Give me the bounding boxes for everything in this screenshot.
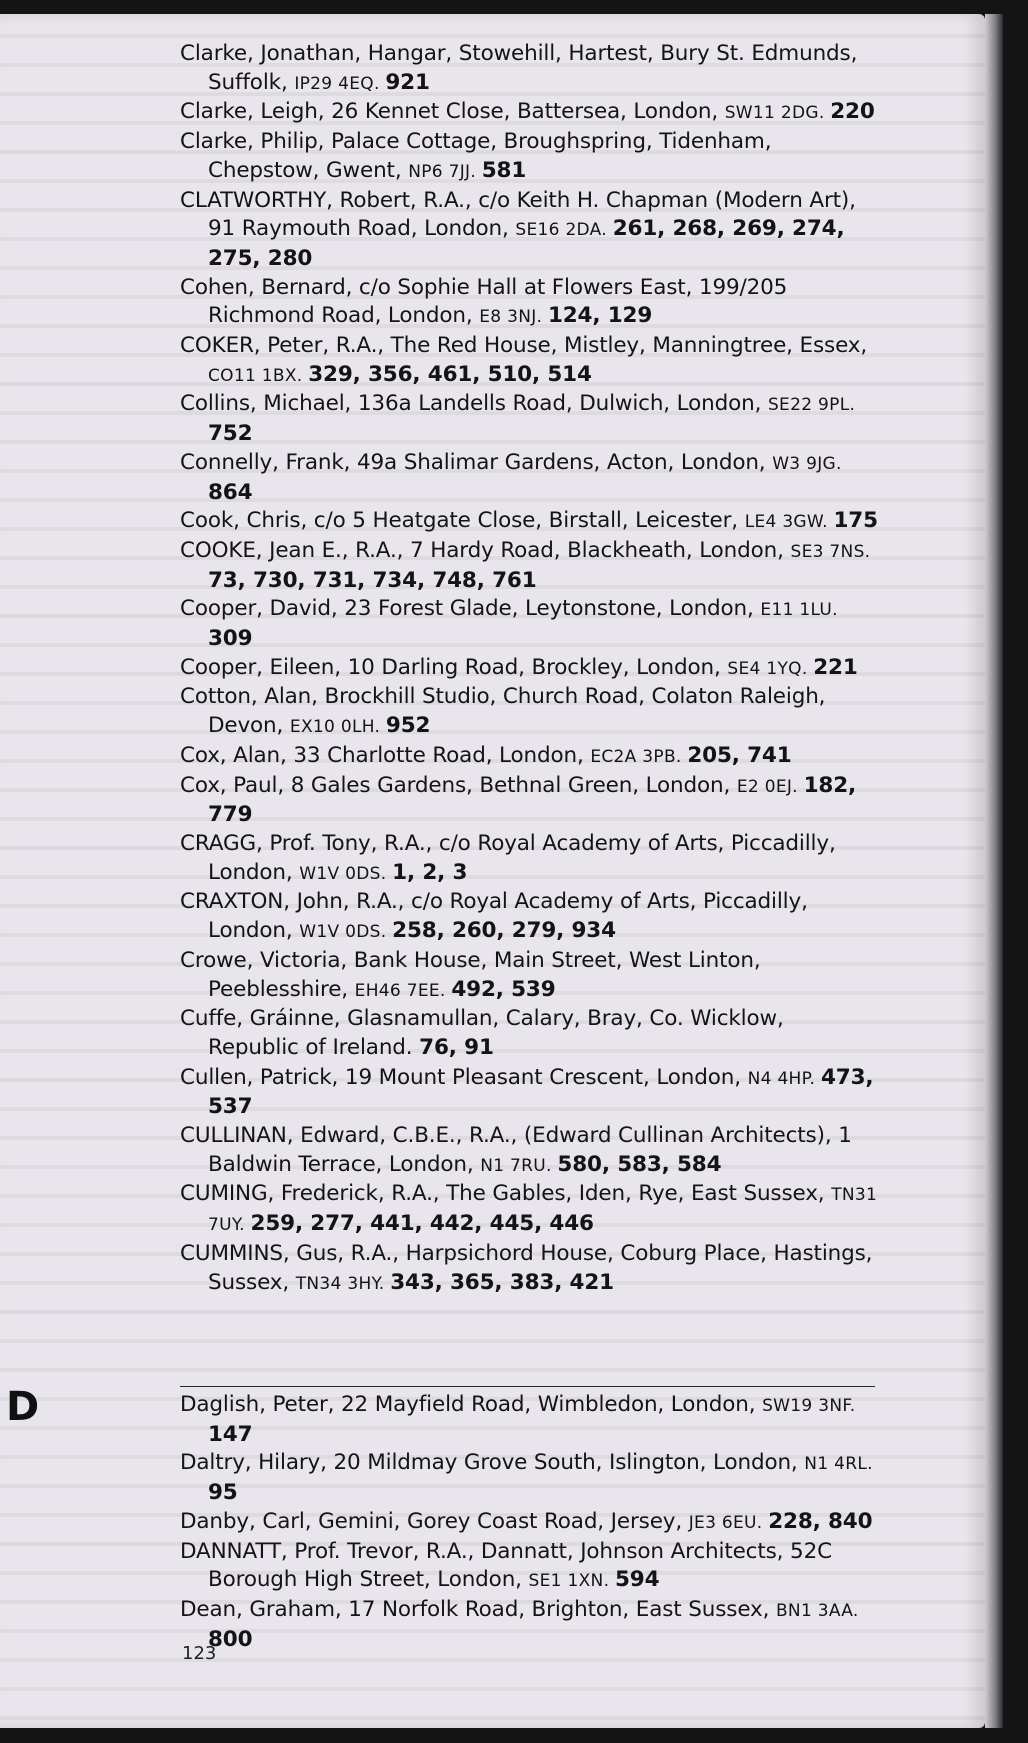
- entry-postcode: TN31 7UY.: [208, 1185, 878, 1236]
- entry-text: Cox, Alan, 33 Charlotte Road, London,: [180, 742, 591, 768]
- entry-catalogue-numbers: 473, 537: [208, 1064, 874, 1120]
- section-divider: [180, 1386, 875, 1387]
- index-entry: [180, 274, 880, 332]
- entry-postcode: NP6 7JJ.: [408, 161, 482, 182]
- entry-postcode: BN1 3AA.: [775, 1600, 859, 1621]
- entry-catalogue-numbers: 261, 268, 269, 274, 275, 280: [208, 216, 845, 271]
- index-entry: [180, 128, 880, 186]
- entry-postcode: N4 4HP.: [747, 1068, 821, 1089]
- entry-catalogue-numbers: 800: [208, 1626, 253, 1652]
- index-entry: [180, 449, 880, 507]
- entry-text: Clarke, Jonathan, Hangar, Stowehill, Hartest, Bury St. Edmunds, Suffolk,: [180, 41, 858, 95]
- entry-catalogue-numbers: 259, 277, 441, 442, 445, 446: [250, 1211, 594, 1237]
- entry-postcode: SE22 9PL.: [767, 395, 856, 416]
- index-entry: [180, 1596, 880, 1654]
- entry-postcode: W1V 0DS.: [299, 863, 393, 884]
- entry-postcode: E8 3NJ.: [479, 307, 548, 328]
- entry-text: Cuffe, Gráinne, Glasnamullan, Calary, Bray, Co. Wicklow, Republic of Ireland.: [180, 1006, 784, 1060]
- entry-text: Dean, Graham, 17 Norfolk Road, Brighton, East Sussex,: [180, 1596, 776, 1622]
- index-entry: [180, 595, 880, 653]
- entry-catalogue-numbers: 147: [208, 1421, 253, 1447]
- entry-postcode: SE1 1XN.: [528, 1571, 615, 1592]
- index-entry: [180, 830, 880, 888]
- entry-catalogue-numbers: 182, 779: [208, 772, 857, 828]
- index-entry: [180, 1508, 880, 1538]
- entry-text: Cullen, Patrick, 19 Mount Pleasant Crescent, London,: [180, 1064, 748, 1090]
- entry-catalogue-numbers: 343, 365, 383, 421: [390, 1269, 614, 1295]
- entry-text: CRAXTON, John, R.A., c/o Royal Academy of Arts, Piccadilly, London,: [180, 889, 808, 944]
- index-entry: [180, 772, 880, 830]
- entry-text: COKER, Peter, R.A., The Red House, Mistley, Manningtree, Essex,: [180, 333, 868, 359]
- entry-catalogue-numbers: 205, 741: [687, 742, 792, 768]
- entry-text: Daglish, Peter, 22 Mayfield Road, Wimbledon, London,: [180, 1392, 763, 1417]
- index-section-d: [180, 1391, 880, 1654]
- entry-text: Daltry, Hilary, 20 Mildmay Grove South, Islington, London,: [180, 1450, 805, 1476]
- entry-postcode: CO11 1BX.: [208, 365, 309, 386]
- entry-postcode: SE4 1YQ.: [727, 658, 814, 679]
- entry-catalogue-numbers: 752: [208, 421, 253, 447]
- entry-catalogue-numbers: 329, 356, 461, 510, 514: [308, 361, 592, 387]
- page-number: 123: [182, 1643, 217, 1664]
- entry-postcode: W1V 0DS.: [299, 922, 393, 943]
- entry-text: Cotton, Alan, Brockhill Studio, Church Road, Colaton Raleigh, Devon,: [180, 684, 826, 739]
- index-entry: [180, 742, 880, 772]
- entry-catalogue-numbers: 258, 260, 279, 934: [392, 918, 616, 944]
- entry-text: CLATWORTHY, Robert, R.A., c/o Keith H. Chapman (Modern Art), 91 Raymouth Road, London,: [180, 187, 856, 242]
- index-entry: [180, 1064, 880, 1122]
- entry-catalogue-numbers: 594: [615, 1567, 660, 1593]
- index-entry: [180, 507, 880, 537]
- entry-postcode: SW19 3NF.: [762, 1396, 856, 1416]
- entry-text: Cook, Chris, c/o 5 Heatgate Close, Birstall, Leicester,: [180, 508, 745, 534]
- entry-catalogue-numbers: 221: [813, 654, 858, 680]
- entry-postcode: E11 1LU.: [760, 600, 838, 621]
- entry-postcode: JE3 6EU.: [688, 1512, 769, 1533]
- index-entry: [180, 1449, 880, 1507]
- index-entry: [180, 332, 880, 390]
- entry-postcode: EH46 7EE.: [354, 980, 452, 1001]
- index-entry: [180, 1538, 880, 1596]
- index-entry: [180, 1180, 880, 1239]
- entry-postcode: N1 7RU.: [480, 1155, 558, 1176]
- entry-catalogue-numbers: 175: [833, 508, 878, 534]
- entry-catalogue-numbers: 124, 129: [547, 303, 653, 329]
- entry-text: CULLINAN, Edward, C.B.E., R.A., (Edward Cullinan Architects), 1 Baldwin Terrace, London,: [180, 1123, 852, 1177]
- entry-text: Cohen, Bernard, c/o Sophie Hall at Flowers East, 199/205 Richmond Road, London,: [180, 274, 788, 329]
- entry-text: Danby, Carl, Gemini, Gorey Coast Road, Jersey,: [180, 1508, 689, 1534]
- index-entry: [180, 1122, 880, 1180]
- entry-text: CUMMINS, Gus, R.A., Harpsichord House, Coburg Place, Hastings, Sussex,: [180, 1240, 873, 1295]
- entry-text: Crowe, Victoria, Bank House, Main Street, West Linton, Peeblesshire,: [180, 947, 761, 1002]
- entry-text: Cooper, Eileen, 10 Darling Road, Brockley, London,: [180, 654, 728, 680]
- entry-text: Cooper, David, 23 Forest Glade, Leytonstone, London,: [180, 596, 761, 622]
- index-entry: [180, 40, 880, 98]
- entry-catalogue-numbers: 864: [208, 479, 253, 505]
- entry-catalogue-numbers: 1, 2, 3: [392, 859, 468, 885]
- entry-postcode: E2 0EJ.: [736, 776, 804, 797]
- entry-catalogue-numbers: 581: [481, 157, 527, 183]
- entry-text: COOKE, Jean E., R.A., 7 Hardy Road, Blackheath, London,: [180, 537, 791, 563]
- entry-text: Clarke, Leigh, 26 Kennet Close, Battersea, London,: [180, 99, 725, 125]
- entry-catalogue-numbers: 309: [208, 626, 253, 652]
- entry-postcode: EX10 0LH.: [289, 717, 386, 738]
- entry-catalogue-numbers: 76, 91: [419, 1034, 494, 1060]
- entry-postcode: SW11 2DG.: [724, 103, 831, 124]
- entry-catalogue-numbers: 952: [385, 713, 431, 739]
- entry-catalogue-numbers: 73, 730, 731, 734, 748, 761: [208, 567, 537, 593]
- entry-catalogue-numbers: 580, 583, 584: [557, 1151, 722, 1177]
- entry-postcode: TN34 3HY.: [295, 1273, 391, 1294]
- entry-postcode: N1 4RL.: [804, 1454, 873, 1475]
- index-entry: [180, 654, 880, 684]
- entry-text: Clarke, Philip, Palace Cottage, Broughspring, Tidenham, Chepstow, Gwent,: [180, 129, 772, 183]
- index-entry: [180, 1240, 880, 1298]
- entry-catalogue-numbers: 492, 539: [451, 976, 556, 1002]
- entry-postcode: IP29 4EQ.: [294, 73, 386, 94]
- entry-catalogue-numbers: 220: [830, 99, 875, 125]
- index-entry: [180, 888, 880, 946]
- page-gutter: [985, 14, 1003, 1728]
- entry-text: CUMING, Frederick, R.A., The Gables, Iden, Rye, East Sussex,: [180, 1181, 832, 1207]
- index-section-c: [180, 40, 880, 1298]
- index-entry: [180, 683, 880, 741]
- index-entry: [180, 537, 880, 595]
- entry-text: Collins, Michael, 136a Landells Road, Dulwich, London,: [180, 391, 768, 417]
- index-entry: [180, 947, 880, 1005]
- entry-postcode: W3 9JG.: [772, 453, 842, 474]
- index-entry: [180, 1391, 880, 1449]
- entry-catalogue-numbers: 95: [208, 1480, 238, 1506]
- entry-postcode: LE4 3GW.: [744, 512, 834, 533]
- entry-postcode: EC2A 3PB.: [590, 746, 688, 767]
- index-entry: [180, 390, 880, 448]
- entry-text: DANNATT, Prof. Trevor, R.A., Dannatt, Johnson Architects, 52C Borough High Street, London,: [180, 1538, 832, 1593]
- entry-text: Cox, Paul, 8 Gales Gardens, Bethnal Green, London,: [180, 772, 737, 798]
- entry-catalogue-numbers: 921: [385, 69, 430, 95]
- index-entry: [180, 98, 880, 128]
- index-entry: [180, 187, 880, 274]
- entry-text: Connelly, Frank, 49a Shalimar Gardens, Acton, London,: [180, 449, 773, 475]
- section-letter: D: [6, 1384, 40, 1430]
- entry-postcode: SE3 7NS.: [790, 541, 871, 562]
- index-entry: [180, 1005, 880, 1063]
- entry-catalogue-numbers: 228, 840: [768, 1508, 873, 1534]
- entry-text: CRAGG, Prof. Tony, R.A., c/o Royal Academy of Arts, Piccadilly, London,: [180, 830, 836, 885]
- entry-postcode: SE16 2DA.: [515, 220, 613, 241]
